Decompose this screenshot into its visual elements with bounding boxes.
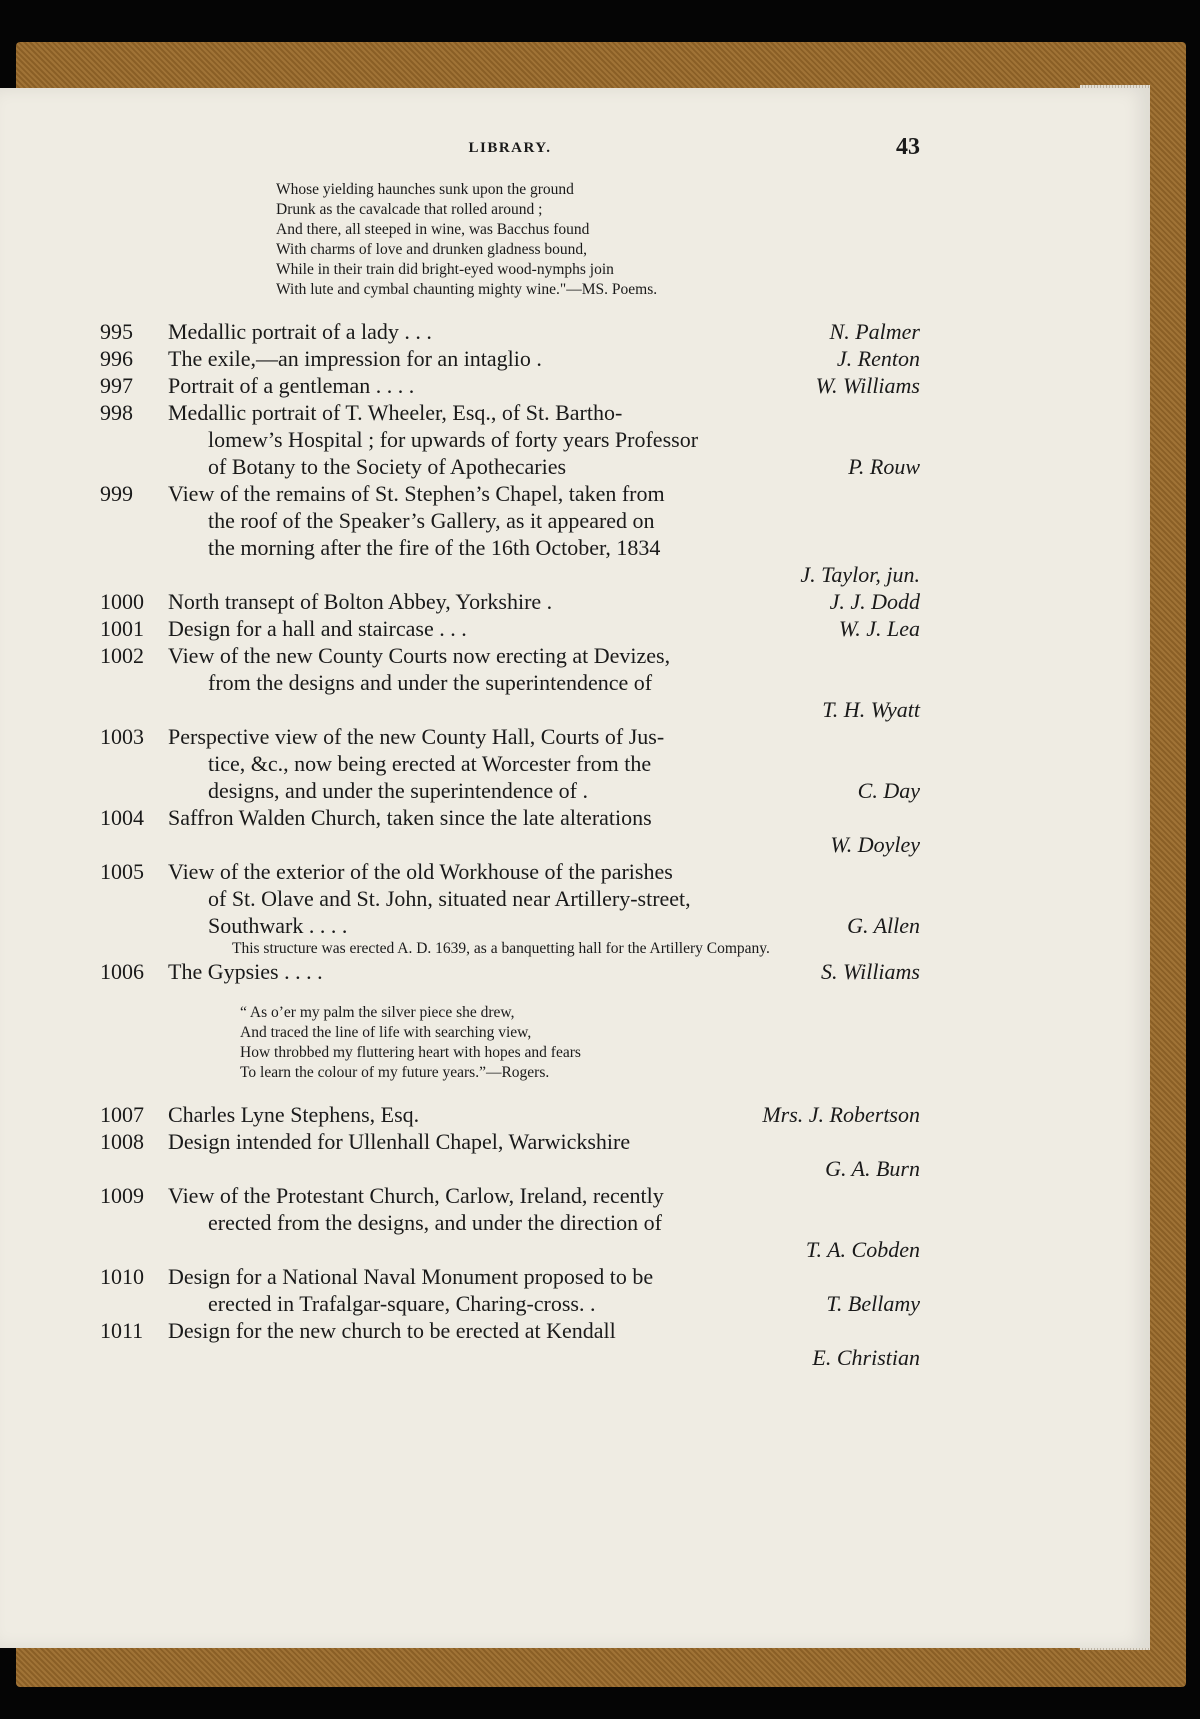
- quote-line: And there, all steeped in wine, was Bacchus found: [276, 221, 590, 238]
- quote-line: How throbbed my fluttering heart with hopes and fears: [240, 1044, 581, 1061]
- catalogue-entry: [100, 318, 920, 345]
- entry-number: 1010: [100, 1264, 144, 1289]
- entry-line: Design for a hall and staircase . . .: [168, 616, 467, 641]
- entry-title: [168, 345, 810, 372]
- entry-number: 1003: [100, 724, 144, 749]
- entry-line: Design intended for Ullenhall Chapel, Warwickshire: [168, 1129, 631, 1154]
- catalogue-entry: [100, 1317, 920, 1371]
- quote-line: While in their train did bright-eyed wood-nymphs join: [276, 261, 614, 278]
- entry-number: 1000: [100, 589, 144, 614]
- catalogue-entry: [100, 804, 920, 858]
- entry-line: The exile,—an impression for an intaglio .: [168, 346, 542, 371]
- entry-title: [168, 1182, 810, 1236]
- entry-number: 1004: [100, 805, 144, 830]
- entry-artist: P. Rouw: [848, 454, 920, 479]
- entry-title: [168, 1263, 810, 1317]
- catalogue-entry: [100, 345, 920, 372]
- entry-artist: J. J. Dodd: [829, 589, 920, 614]
- poem-quote: [240, 1003, 920, 1083]
- entry-number: 999: [100, 481, 133, 506]
- poem-quote: [276, 180, 920, 300]
- catalogue-entry: [100, 1128, 920, 1182]
- entry-artist: W. Doyley: [830, 832, 920, 857]
- entry-line: View of the Protestant Church, Carlow, Ireland, recently: [168, 1183, 664, 1208]
- entry-title: [168, 1128, 810, 1155]
- page-number: 43: [896, 134, 920, 160]
- entry-artist: S. Williams: [820, 959, 920, 984]
- entry-line: View of the remains of St. Stephen’s Chapel, taken from: [168, 481, 665, 506]
- running-header: [100, 134, 920, 180]
- entry-line: erected from the designs, and under the direction of: [208, 1210, 662, 1235]
- catalogue-entry: [100, 615, 920, 642]
- catalogue-entry: [100, 588, 920, 615]
- entry-line: Design for the new church to be erected at Kendall: [168, 1318, 616, 1343]
- entry-number: 1005: [100, 859, 144, 884]
- entry-line: View of the exterior of the old Workhouse of the parishes: [168, 859, 673, 884]
- entry-artist: J. Renton: [836, 346, 920, 371]
- entry-title: [168, 372, 810, 399]
- entry-line: The Gypsies . . . .: [168, 959, 323, 984]
- entry-title: [168, 804, 810, 831]
- entry-artist: E. Christian: [812, 1345, 920, 1370]
- quote-line: Drunk as the cavalcade that rolled around ;: [276, 201, 543, 218]
- catalogue-entry: [100, 1101, 920, 1128]
- entry-artist: T. A. Cobden: [805, 1237, 920, 1262]
- entry-title: [168, 615, 810, 642]
- entry-number: 1008: [100, 1129, 144, 1154]
- catalogue-entry: [100, 858, 920, 939]
- entry-line: erected in Trafalgar-square, Charing-cross. .: [208, 1291, 596, 1316]
- catalogue-entry: [100, 372, 920, 399]
- entry-title: [168, 480, 810, 561]
- entry-number: 1009: [100, 1183, 144, 1208]
- entry-artist: J. Taylor, jun.: [800, 562, 920, 587]
- entry-title: [168, 723, 810, 804]
- entry-line: lomew’s Hospital ; for upwards of forty years Professor: [208, 427, 699, 452]
- entry-line: the roof of the Speaker’s Gallery, as it appeared on: [208, 508, 655, 533]
- entry-number: 998: [100, 400, 133, 425]
- entry-line: Portrait of a gentleman . . . .: [168, 373, 415, 398]
- entry-line: Medallic portrait of a lady . . .: [168, 319, 432, 344]
- entry-line: Medallic portrait of T. Wheeler, Esq., of St. Bartho-: [168, 400, 623, 425]
- catalogue-entry: [100, 480, 920, 588]
- entry-artist: T. H. Wyatt: [822, 697, 920, 722]
- catalogue-entry: [100, 723, 920, 804]
- entry-artist: T. Bellamy: [826, 1291, 920, 1316]
- catalogue-entry: [100, 399, 920, 480]
- entry-number: 995: [100, 319, 133, 344]
- entry-number: 1011: [100, 1318, 144, 1343]
- running-title: LIBRARY.: [468, 140, 552, 156]
- catalogue-entries: [100, 318, 920, 939]
- entry-line: Southwark . . . .: [208, 913, 348, 938]
- entry-line: Perspective view of the new County Hall, Courts of Jus-: [168, 724, 665, 749]
- entry-artist: G. A. Burn: [825, 1156, 920, 1181]
- quote-line: With lute and cymbal chaunting mighty wine."—MS. Poems.: [276, 281, 658, 298]
- entry-line: Charles Lyne Stephens, Esq.: [168, 1102, 420, 1127]
- catalogue-entry: [100, 1263, 920, 1317]
- entry-line: Design for a National Naval Monument proposed to be: [168, 1264, 654, 1289]
- entry-number: 997: [100, 373, 133, 398]
- entry-artist: W. J. Lea: [838, 616, 920, 641]
- entry-line: tice, &c., now being erected at Worcester from the: [208, 751, 652, 776]
- entry-line: designs, and under the superintendence of .: [208, 778, 588, 803]
- catalogue-entry: [100, 1182, 920, 1263]
- entry-artist: N. Palmer: [829, 319, 920, 344]
- entry-note: This structure was erected A. D. 1639, as a banquetting hall for the Artillery Company.: [232, 940, 770, 957]
- catalogue-entry: [100, 642, 920, 723]
- entry-artist: W. Williams: [815, 373, 920, 398]
- entry-line: from the designs and under the superintendence of: [208, 670, 653, 695]
- entry-title: [168, 399, 810, 480]
- catalogue-entry: [100, 958, 920, 985]
- entry-artist: Mrs. J. Robertson: [762, 1102, 920, 1127]
- entry-number: 1002: [100, 643, 144, 668]
- entry-title: [168, 588, 810, 615]
- entry-number: 1001: [100, 616, 144, 641]
- entry-title: [168, 1101, 810, 1128]
- entry-line: View of the new County Courts now erecting at Devizes,: [168, 643, 671, 668]
- quote-line: To learn the colour of my future years.”—Rogers.: [240, 1064, 550, 1081]
- entry-artist: G. Allen: [847, 913, 920, 938]
- quote-line: With charms of love and drunken gladness bound,: [276, 241, 588, 258]
- entry-title: [168, 858, 810, 939]
- entry-line: Saffron Walden Church, taken since the late alterations: [168, 805, 652, 830]
- catalogue-entries: [100, 1101, 920, 1371]
- entry-line: the morning after the fire of the 16th October, 1834: [208, 535, 661, 560]
- quote-line: And traced the line of life with searching view,: [240, 1024, 532, 1041]
- quote-line: “ As o’er my palm the silver piece she drew,: [240, 1004, 515, 1021]
- entry-line: of St. Olave and St. John, situated near Artillery-street,: [208, 886, 691, 911]
- entry-title: [168, 1317, 810, 1344]
- catalogue-entries: [100, 958, 920, 985]
- entry-line: of Botany to the Society of Apothecaries: [208, 454, 567, 479]
- quote-line: Whose yielding haunches sunk upon the ground: [276, 181, 574, 198]
- entry-title: [168, 318, 810, 345]
- entry-number: 1007: [100, 1102, 144, 1127]
- entry-title: [168, 642, 810, 696]
- entry-line: North transept of Bolton Abbey, Yorkshire .: [168, 589, 553, 614]
- page-content: [100, 134, 920, 1371]
- entry-number: 996: [100, 346, 133, 371]
- entry-number: 1006: [100, 959, 144, 984]
- entry-title: [168, 958, 810, 985]
- entry-artist: C. Day: [857, 778, 920, 803]
